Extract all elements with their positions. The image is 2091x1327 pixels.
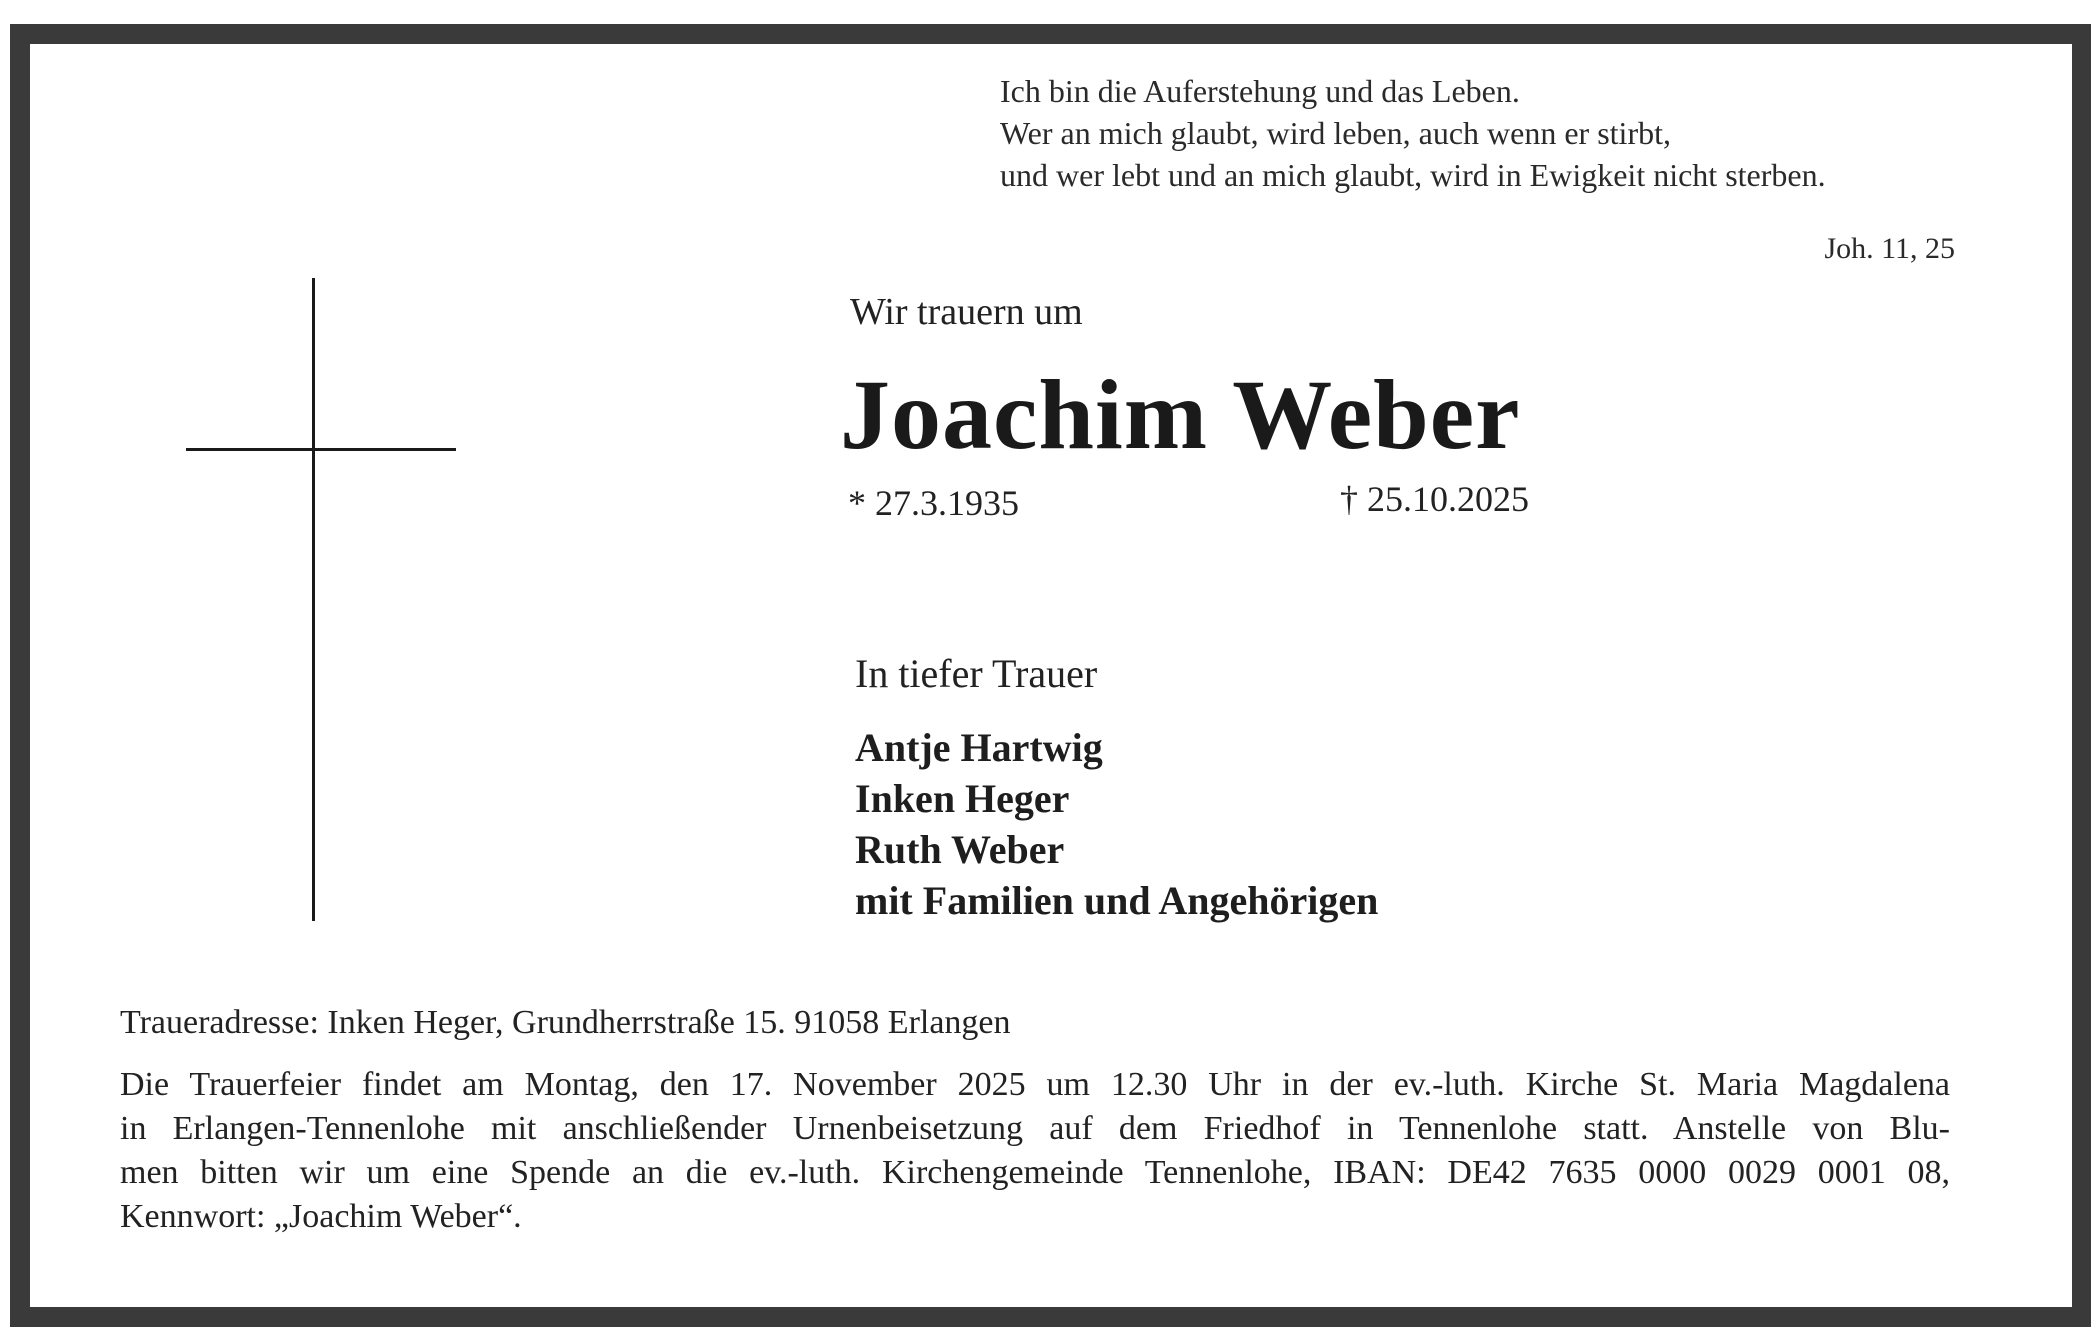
cross-vertical-bar xyxy=(312,278,315,921)
mourner: Ruth Weber xyxy=(855,827,1065,872)
birth-date: * 27.3.1935 xyxy=(848,483,1019,523)
verse-line: Ich bin die Auferstehung und das Leben. xyxy=(1000,73,1520,109)
mourning-heading: In tiefer Trauer xyxy=(855,651,1098,696)
verse-line: und wer lebt und an mich glaubt, wird in Ewigkeit nicht sterben. xyxy=(1000,157,1826,193)
service-line: Kennwort: „Joachim Weber“. xyxy=(120,1198,522,1235)
cross-horizontal-bar xyxy=(186,448,456,451)
mourning-address: Traueradresse: Inken Heger, Grundherrstraße 15. 91058 Erlangen xyxy=(120,1004,1011,1041)
mourners-list xyxy=(855,722,1378,926)
verse-line: Wer an mich glaubt, wird leben, auch wenn er stirbt, xyxy=(1000,115,1671,151)
mourner: mit Familien und Angehörigen xyxy=(855,878,1379,923)
funeral-service-info xyxy=(120,1063,1950,1239)
service-line: in Erlangen-Tennenlohe mit anschließender Urnenbeisetzung auf dem Friedhof in Tennenlohe statt. Anstelle von Blu- xyxy=(120,1110,1950,1147)
service-line: men bitten wir um eine Spende an die ev.-luth. Kirchengemeinde Tennenlohe, IBAN: DE42 7635 0000 0029 0001 08, xyxy=(120,1154,1950,1191)
verse-reference: Joh. 11, 25 xyxy=(1824,232,1955,265)
intro-text: Wir trauern um xyxy=(850,291,1083,333)
mourner: Inken Heger xyxy=(855,776,1070,821)
death-date: † 25.10.2025 xyxy=(1340,479,1529,519)
service-line: Die Trauerfeier findet am Montag, den 17. November 2025 um 12.30 Uhr in der ev.-luth. Kirche St. Maria Magdalena xyxy=(120,1066,1950,1103)
mourner: Antje Hartwig xyxy=(855,725,1103,770)
deceased-name: Joachim Weber xyxy=(840,359,1521,470)
bible-verse xyxy=(1000,70,1955,196)
